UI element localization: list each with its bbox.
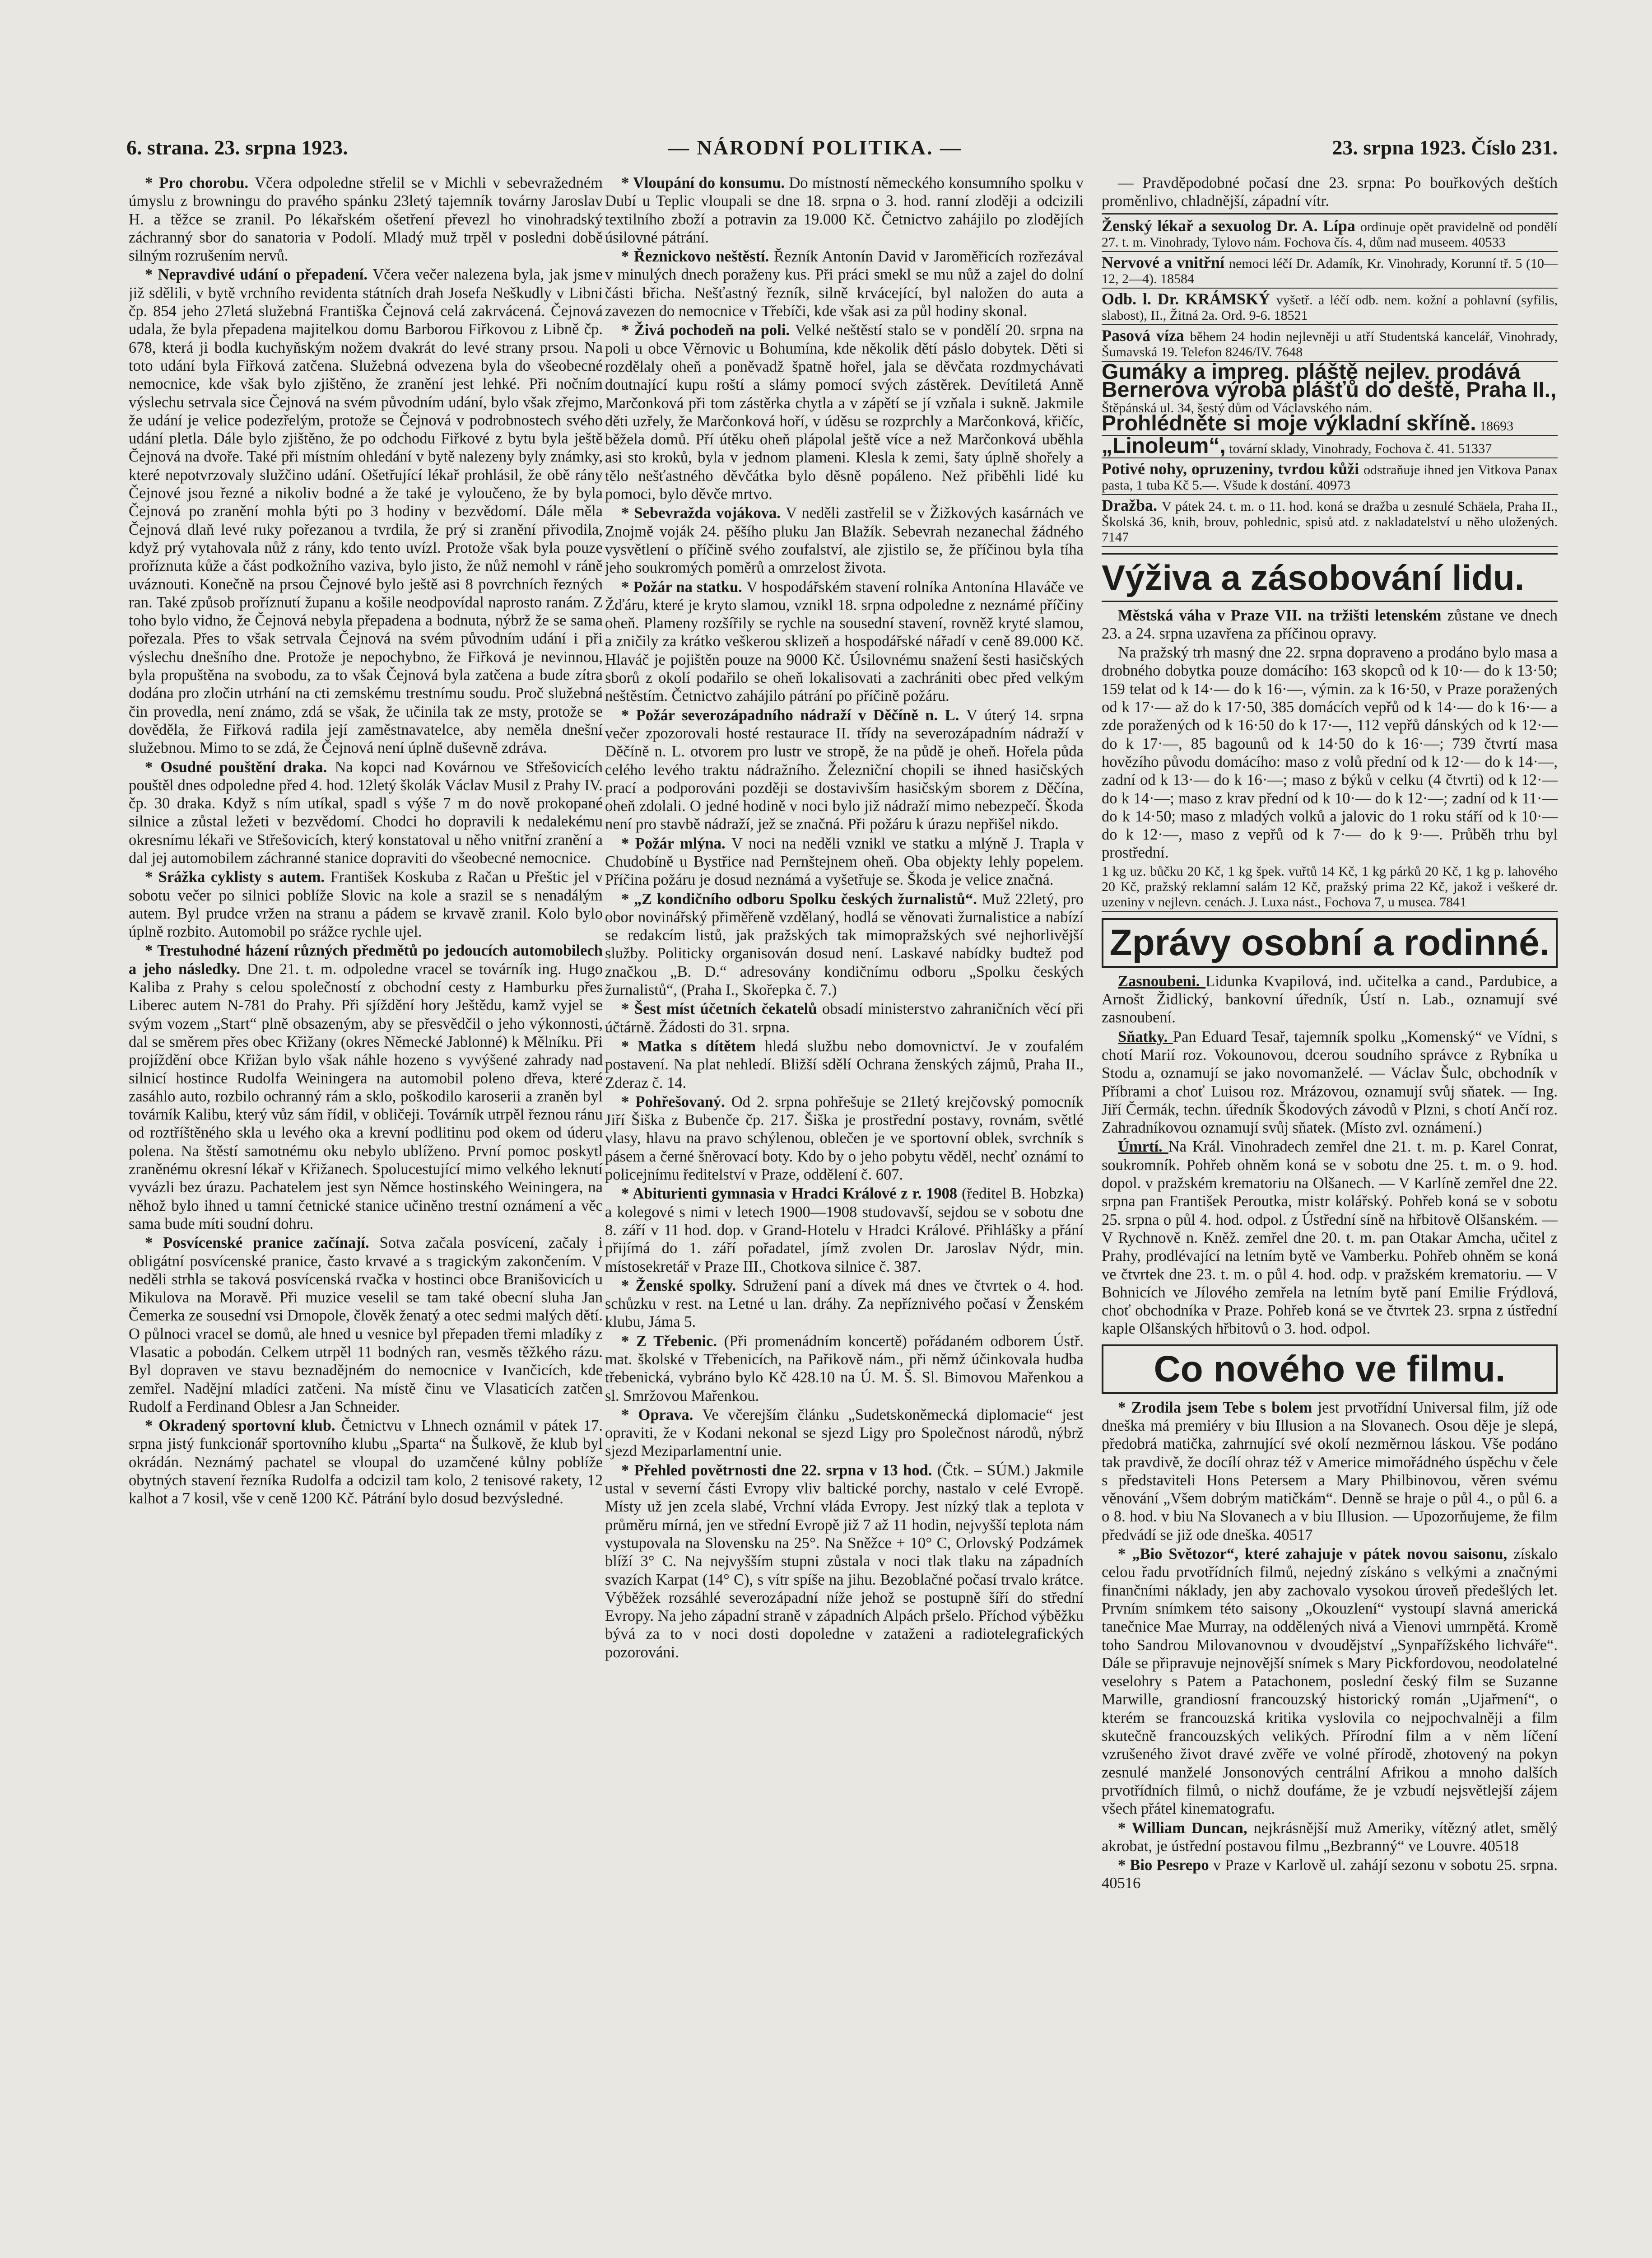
article-heading: * Řeznickovo neštěstí. xyxy=(621,248,774,266)
article-text: obsadí ministerstvo zahraničních věcí při účtárně. Žádosti do 31. srpna. xyxy=(605,1000,1084,1036)
advert-text: ordinuje opět pravidelně od pondělí 27. t. m. Vinohrady, Tylovo nám. Fochova čís. 4, dům nad museem. xyxy=(1102,219,1558,250)
advert-code: 40533 xyxy=(1468,234,1506,250)
article-heading: * Okradený sportovní klub. xyxy=(145,1417,341,1435)
article-text: Velké neštěstí stalo se v pondělí 20. srpna na poli u obce Věrnovic u Bohumína, kde několik dětí páslo dobytek. Děti si rozdělaly oheň a poněvadž špatně hořel, jala se děvčata rozdmychávati doutnající kupu roští a slámy pomocí svých zástěrek. Devítiletá Anně Marčonková při tom zástěrka chytla a v zápětí se jí vzňala i sukně. Jakmile děti uzřely, že Marčonková hoří, v úděsu se rozprchly a Marčonková, křičíc, běžela domů. Pří útěku oheň plápolal ještě více a než Marčonková uběhla asi sto kroků, byla v jednom plameni. Klesla k zemi, šaty úplně shořely a tělo nešťastného děvčátka bylo děsně popáleno. Než přiběhli lidé ku pomoci, bylo děvče mrtvo. xyxy=(605,322,1084,503)
article-heading: * Posvícenské pranice začínají. xyxy=(145,1234,380,1252)
article-text: (Při promenádním koncertě) pořádaném odborem Ústř. mat. školské v Třebenicích, na Pařikově nám., při němž účinkovala hudba třebenická, vybráno bylo Kč 428.10 na Ú. M. Š. Sl. Bimovou Mařenkou a sl. Smržovou Mařenkou. xyxy=(605,1332,1084,1404)
article-text: (ředitel B. Hobzka) a kolegové s nimi v letech 1900—1908 studovavší, sejdou se v sobotu dne 8. září v 11 hod. dop. v Grand-Hotelu v Hradci Králové. Přihlášky a přání přijímá do 1. září pořadatel, jímž zvolen Dr. Jaroslav Nýdr, min. místosekretář v Praze III., Chotkova silnice č. 387. xyxy=(605,1185,1084,1275)
advert-heading: Odb. l. Dr. KRÁMSKÝ xyxy=(1102,289,1276,308)
col1-article xyxy=(129,868,603,941)
advert-text: odstraňuje ihned jen Vitkova Panax pasta, 1 tuba Kč 5.—. Všude k dostání. xyxy=(1102,462,1558,493)
article-heading: * Šest míst účetních čekatelů xyxy=(621,1000,823,1018)
article-heading: * Živá pochodeň na poli. xyxy=(621,322,795,339)
article-text: hledá službu nebo domovnictví. Je v zoufalém postavení. Na plat nehledí. Bližší sdělí Ochrana ženských zájmů, Praha II., Zderaz č. 14. xyxy=(605,1037,1084,1092)
weather-forecast: — Pravděpodobné počasí dne 23. srpna: Po bouřkových deštích proměnlivo, chladnější, západní vítr. xyxy=(1102,174,1558,210)
article-text: získalo celou řadu prvotřídních filmů, nejedný získáno s velkými a značnými finančními náklady, jen aby zachovalo vysokou úroveň předešlých let. Prvním snímkem této saisony „Okouzlení“ vystoupí slavná americká tanečnice Mae Murray, na oddělených nivá a Vienovi umrnpětá. Kromě toho Sandrou Milovanovnou v dvoudějství „Synpařížského lichváře“. Dále se připravuje nejnovější snímek s Mary Pickfordovou, neodolatelné veselohry s Patem a Patachonem, poslední český film se Suzanne Marwille, grandiosní francouzský historický román „Ujařmení“, o kterém se francouzská kritika vyslovila co nejpochvalněji a film skutečně francouzských velikých. Přírodní film a v něm líčení vzrušeného život dravé zvěře ve volné přírodě, zhotovený na pokyn zesnulé manželé Jonsonových centrální Afrikou a mnoho dalších prvotřídních filmů, o nichž doufáme, že je vzbudí nejsvětlejší zájem všech přátel kinematografu. xyxy=(1102,1545,1558,1818)
article-text: Řezník Antonín David v Jaroměřicích rozřezával v minulých dnech poraženy kus. Při práci smekl se mu nůž a zajel do dolní části břicha. Nešťastný řezník, silně krvácející, byl naložen do auta a zavezen do nemocnice v Třebíči, kde však asi za půl hodiny skonal. xyxy=(605,248,1084,320)
column-3 xyxy=(1102,174,1558,2258)
col2-article xyxy=(605,174,1084,247)
notice-heading: Sňatky. xyxy=(1118,1028,1173,1045)
advert-text: vyšetř. a léčí odb. nem. kožní a pohlavní (syfilis, slabost), II., Žitná 2a. Ord. 9-6. xyxy=(1102,292,1558,323)
advert-heading: Dražba. xyxy=(1102,496,1162,514)
classified-advert xyxy=(1102,217,1558,252)
col1-article xyxy=(129,1234,603,1416)
col2-article xyxy=(605,1332,1084,1405)
article-heading: * Z Třebenic. xyxy=(621,1332,724,1350)
col1-article xyxy=(129,174,603,265)
advert-text: nemoci léčí Dr. Adamík, Kr. Vinohrady, Korunní tř. 5 (10—12, 2—4). xyxy=(1102,256,1558,286)
article-text: V neděli zastřelil se v Žižkových kasárnách ve Znojmě voják 24. pěšího pluku Jan Blažík. Sebevrah nezanechal žádného vysvětlení o příčině svého zoufalství, ale zjistilo se, že příčinou byla tíha jeho soukromých poměrů a omrzelost života. xyxy=(605,504,1084,577)
article-text: jest prvotřídní Universal film, jíž ode dneška má premiéry v biu Illusion a na Slovanech. Osou děje je slepá, předobrá matička, zahrnující své okolí nezměrnou láskou. Vše podáno tak pravdivě, že docílí ohraz též v Americe mimořádného úspěchu v čele s představiteli Hons Petersem a Mary Philbinovou, věren svému věnování „Všem dobrým matičkám“. Denně se hraje o půl 4., o půl 6. a o 8. hod. v biu Na Slovanech a v biu Illusion. — Upozorňujeme, že film předvádí se již ode dneška. xyxy=(1102,1399,1558,1544)
article-text: (Čtk. – SÚM.) Jakmile ustal v severní části Evropy vliv baltické porchy, nastalo v celé Evropě. Místy už jen zcela slabé, Vrchní vláda Evropy. Jest nízký tlak a teplota v průměru mírná, jen ve střední Evropě již 7 až 11 hodin, nejvyšší teplota nám vystupovala na Slovensku na 25°. Na Sněžce + 10° C, Orlovský Podzámek blíží 3° C. Na nejvyšším stupni zůstala v noci tlak tlaku na západních svazích Karpat (14° C), s vítr spíše na jihu. Bezoblačné počasí trvalo krátce. Výběžek rozsáhlé severozápadní níže jehož se postupně šíří do střední Evropy. Na jeho západní straně v západních Alpách pršelo. Příchod výběžku bývá za to v noci dosti dopoledne v zataženi a radiotelegrafických pozorováni. xyxy=(605,1461,1084,1661)
advert-text: během 24 hodin nejlevněji u atří Studentská kancelář, Vinohrady, Šumavská 19. Telefon 8246/IV. xyxy=(1102,329,1558,359)
classified-advert xyxy=(1102,497,1558,547)
article-text: Četnictvu v Lhnech oznámil v pátek 17. srpna jistý funkcionář sportovního klubu „Sparta“ na Šulkově, že klub byl okrádán. Neznámý pachatel se vloupal do uzamčené kůlny poblíže obytných stavení řezníka Rudolfa a odcizil tam kolo, 2 tenisové rakety, 12 kalhot a 7 kosil, vše v ceně 1200 Kč. Pátrání bylo dosud bezvýsledné. xyxy=(129,1417,603,1507)
divider xyxy=(1102,213,1558,215)
col2-article xyxy=(605,1461,1084,1661)
article-text: V hospodářském stavení rolníka Antonína Hlaváče ve Žďáru, které je kryto slamou, vznikl 18. srpna odpoledne z neznámé příčiny oheň. Plameny rozšířily se rychle na sousední stavení, rovněž kryté slamou, a zničily za krátko veškerou sklizeň a hospodářské nářadí v ceně 89.000 Kč. Hlaváč je pojištěn pouze na 9000 Kč. Úsilovnému snažení šesti hasičských sborů z okolí podařilo se oheň lokalisovati a zachrániti obec před velkým neštěstím. Četnictvo zahájilo pátrání po příčině požáru. xyxy=(605,578,1084,705)
article-text: Sotva začala posvícení, začaly i obligátní posvícenské pranice, často krvavé a s tragickým zakončením. V neděli strhla se taková posvícenská rvačka v hostinci obce Branišovicích u Mikulova na Moravě. Při muzice veselil se tam také obecní sluha Jan Čemerka ze sousední vsi Drnopole, člověk ženatý a otec sedmi malých dětí. O půlnoci vracel se domů, ale hned u vesnice byl přepaden třemi mladíky z Vlasatic a pobodán. Celkem utrpěl 11 bodných ran, vesměs těžkého rázu. Byl dopraven ve stavu beznadějném do nemocnice v Ivančicích, kde zemřel. Nadějní mladíci zatčeni. Na místě činu ve Vlasaticích zatčen Rudolf a Ferdinand Oblesr a Jan Schneider. xyxy=(129,1234,603,1415)
advert-code: 18521 xyxy=(1270,308,1308,323)
personal-notice xyxy=(1102,1138,1558,1338)
advert-heading: Potivé nohy, opruzeniny, tvrdou kůži xyxy=(1102,459,1364,478)
classified-advert xyxy=(1102,327,1558,362)
article-text: Do místností německého konsumního spolku v Dubí u Teplic vloupali se dne 18. srpna o 3. hod. ranní zloději a odcizili textilního zboží a potravin za 19.000 Kč. Četnictvo zahájilo po zlodějích úsilovné pátrání. xyxy=(605,174,1084,246)
linoleum-advert: „Linoleum“, tovární sklady, Vinohrady, Fochova č. 41. 51337 xyxy=(1102,438,1558,458)
personal-notice xyxy=(1102,1028,1558,1137)
article-text: Sdružení paní a dívek má dnes ve čtvrtek o 4. hod. schůzku v rest. na Letné u lan. dráhy. Za nepříznivého počasí v Ženském klubu, Jáma 5. xyxy=(605,1277,1084,1331)
personal-notice xyxy=(1102,972,1558,1027)
col2-article xyxy=(605,321,1084,503)
article-text: v Praze v Karlově ul. zahájí sezonu v sobotu 25. srpna. xyxy=(1213,1857,1558,1874)
article-heading: * Sebevražda vojákova. xyxy=(621,504,786,522)
article-text: V úterý 14. srpna večer zpozorovali hosté restaurace II. třídy na severozápadním nádraží v Děčíně n. L. otvorem pro lustr ve stropě, že na půdě je oheň. Hořela půda celého levého traktu nádražního. Železniční chopili se ihned hasičských prací a podporováni později se dostavivším hasičským sborem z Děčína, oheň zdolali. O jedné hodině v noci bylo již nádraží mimo nebezpečí. Škoda není pro stavbě nádraží, jež se značná. Při požáru k úrazu nepřišel nikdo. xyxy=(605,706,1084,833)
article-heading: * Požár mlýna. xyxy=(621,835,732,852)
col2-article xyxy=(605,706,1084,834)
city-scale-notice: Městská váha v Praze VII. na tržišti letenském zůstane ve dnech 23. a 24. srpna uzavřena za příčinou opravy. xyxy=(1102,606,1558,642)
article-heading: * „Bio Světozor“, které zahajuje v pátek novou saisonu, xyxy=(1118,1545,1514,1563)
col1-article xyxy=(129,1417,603,1507)
page-number-date: 6. strana. 23. srpna 1923. xyxy=(126,136,348,159)
article-heading: * William Duncan, xyxy=(1118,1819,1254,1837)
col2-article xyxy=(605,1277,1084,1331)
advert-heading: Nervové a vnitřní xyxy=(1102,253,1229,271)
article-heading: * Bio Pesrepo xyxy=(1118,1857,1213,1874)
col2-article xyxy=(605,247,1084,320)
notice-text: Pan Eduard Tesař, tajemník spolku „Komenský“ ve Vídni, s chotí Marií roz. Vokounovou, dcerou soudního správce z Rybníka u Stodu a, oznamují se jako novomanželé. — Václav Šulc, obchodník v Příbrami a choť Luisou roz. Mrázovou, oznamují svůj sňatek. — Ing. Jiří Čermák, techn. úředník Škodových závodů v Plzni, s chotí Ančí roz. Zahradníkovou oznamují svůj sňatek. (Místo zvl. oznámení.) xyxy=(1102,1028,1558,1137)
col2-article xyxy=(605,1093,1084,1184)
col1-article xyxy=(129,758,603,868)
raincoat-advert: Gumáky a impreg. pláště nejlev. prodává Bernerova výroba plášťů do deště, Praha II., Štěpánská ul. 34, šestý dům od Václavského nám. Prohlédněte si moje výkladní skříně. 18693 xyxy=(1102,364,1558,436)
notice-text: Na Král. Vinohradech zemřel dne 21. t. m. p. Karel Conrat, soukromník. Pohřeb ohněm koná se v sobotu dne 25. t. m. o 9. hod. dopol. v pražském krematoriu na Olšanech. — V Karlíně zemřel dne 22. srpna pan František Peroutka, mistr kolářský. Pohřeb koná se v sobotu 25. srpna o půl 4. hod. odpol. z Ústřední síně na hřbitově Olšanském. — V Rychnově n. Kněž. zemřel dne 20. t. m. pan Otakar Amcha, učitel z Prahy, prodlévající na letním bytě ve Vamberku. Pohřeb ohněm se koná ve čtvrtek dne 23. t. m. o půl 4. hod. odp. v pražském krematoriu. — V Bohnicích ve Jílového zemřela na letním bytě paní Emilie Frýdlová, choť obchodníka v Praze. Pohřeb koná se ve čtvrtek 23. srpna z ústřední kaple Olšanských hřbitovů o 3. hod. odpol. xyxy=(1102,1138,1558,1338)
article-heading: * Přehled povětrnosti dne 22. srpna v 13 hod. xyxy=(621,1461,937,1479)
newspaper-title: — NÁRODNÍ POLITIKA. — xyxy=(668,136,962,159)
article-heading: * Vloupání do konsumu. xyxy=(621,174,789,191)
col2-article xyxy=(605,578,1084,705)
article-text: Muž 22letý, pro obor novinářský přiměřeně vzdělaný, hodlá se věnovati žurnalistice a nabízí se redakcím listů, jak pražských tak mimopražských své nejhorlivější služby. Politicky organisován dosud není. Laskavé nabídky budtež pod značkou „B. D.“ adresovány kondičnímu odboru „Spolku českých žurnalistů“, (Praha I., Skořepka č. 7.) xyxy=(605,890,1084,999)
article-text: nejkrásnější muž Ameriky, vítězný atlet, smělý akrobat, je ústřední postavou filmu „Bezbranný“ ve Louvre. xyxy=(1102,1819,1558,1855)
article-text: Na kopci nad Kovárnou ve Střešovicích pouštěl dnes odpoledne před 4. hod. 12letý školák Václav Musil z Prahy IV. čp. 30 draka. Když s ním utíkal, spadl s výše 7 m do nově prokopané silnice a zůstal ležeti v bezvědomí. Chodci ho dopravili k nedalekému okresnímu lékaři ve Střešovicích, který konstatoval u něho vnitřní zranění a dal jej automobilem záchranné stanice dopraviti do všeobecné nemocnice. xyxy=(129,758,603,867)
advert-heading: Pasová víza xyxy=(1102,326,1190,345)
classified-advert xyxy=(1102,290,1558,325)
article-text: František Koskuba z Račan u Přeštic jel v sobotu večer po silnici poblíže Slovic na kole a srazil se s nenadálým autem. Byl prudce vržen na stranu a pádem se krvavě zranil. Kolo bylo úplně rozbito. Automobil po srážce rychle ujel. xyxy=(129,868,603,941)
film-article xyxy=(1102,1819,1558,1856)
advert-code: 7648 xyxy=(1272,344,1303,359)
page-header xyxy=(126,135,1558,176)
film-article xyxy=(1102,1545,1558,1818)
col1-article xyxy=(129,266,603,757)
col2-article xyxy=(605,504,1084,577)
col2-article xyxy=(605,1406,1084,1460)
article-heading: * Zrodila jsem Tebe s bolem xyxy=(1118,1399,1318,1416)
advert-code: 7147 xyxy=(1102,529,1129,545)
film-article xyxy=(1102,1856,1558,1893)
article-heading: * Nepravdivé udání o přepadení. xyxy=(145,266,373,284)
col2-article xyxy=(605,1185,1084,1275)
article-heading: * Abiturienti gymnasia v Hradci Králové z r. 1908 xyxy=(621,1185,962,1203)
col2-article xyxy=(605,890,1084,999)
classified-advert xyxy=(1102,254,1558,289)
article-text: V noci na neděli vznikl ve statku a mlýně J. Trapla v Chudobíně u Bystřice nad Pernštejnem oheň. Oba objekty lehly popelem. Příčina požáru je dosud neznámá a vyšetřuje se. Škoda je velice značná. xyxy=(605,835,1084,889)
col2-article xyxy=(605,835,1084,889)
section-heading-food: Výživa a zásobování lidu. xyxy=(1102,553,1558,602)
notice-heading: Zasnoubeni. xyxy=(1118,972,1206,990)
article-text: Dne 21. t. m. odpoledne vracel se továrník ing. Hugo Kaliba z Prahy s celou společností z obchodní cesty z Hamburku přes Liberec autem N-781 do Prahy. Při sjíždění hory Ještědu, kamž vyjel se svým vozem „Start“ plně obsazeným, aby se přesvědčil o jeho výkonnosti, dal se směrem přes obec Křižany (okres Německé Jablonné) k Mělníku. Při projíždění obce Křižan bylo však náhle hozeno s vyvýšené zahrady nad silnicí hostince Rudolfa Weiningera na automobil poleno dřeva, které zasáhlo auto, rozbilo ochranný rám a sklo, poškodilo karoserii a zraněn byl továrník Kalibu, který vůz sám řídil, v obličeji. Továrník utrpěl řeznou ránu od roztříštěného skla u levého oka a krevní podlitinu pod okem od úderu polena. Na štěstí samotnému oku nebylo ublíženo. První pomoc poskytl zraněnému okresní lékař v Křižanech. Spolucestující mimo velkého leknutí vyvázli bez úrazu. Pachatelem jest syn Němce hostinského Weiningera, na něhož bylo ihned u tamní četnické stanice učiněno trestní oznámení a věc sama bude míti soudní dohru. xyxy=(129,960,603,1232)
col2-article xyxy=(605,1037,1084,1092)
article-heading: * Oprava. xyxy=(621,1406,703,1423)
article-text: Ve včerejším článku „Sudetskoněmecká diplomacie“ jest opraviti, že v Kodani nekonal se sjezd Ligy pro Společnost národů, nýbrž sjezd Meziparlamentní unie. xyxy=(605,1406,1084,1460)
film-article xyxy=(1102,1399,1558,1544)
advert-heading: Ženský lékař a sexuolog Dr. A. Lípa xyxy=(1102,216,1361,235)
column-1 xyxy=(129,174,603,2258)
article-text: Včera odpoledne střelil se v Michli v sebevražedném úmyslu z browningu do pravého spánku 23letý tajemník továrny Jaroslav H. a těžce se zranil. Po lékařském ošetření převezl ho vinohradský záchranný sbor do sanatoria v Podolí. Mladý muž trpěl v posledni době silným rozrušením nervů. xyxy=(129,174,603,265)
advert-text: V pátek 24. t. m. o 11. hod. koná se dražba u zesnulé Schäela, Praha II., Školská 36, knih, brouv, pohlednic, spisů atd. z nakladatelství u něho uložených. xyxy=(1102,499,1558,529)
article-heading: * „Z kondičního odboru Spolku českých žurnalistů“. xyxy=(621,890,982,908)
classified-advert xyxy=(1102,460,1558,495)
article-text: Od 2. srpna pohřešuje se 21letý krejčovský pomocník Jiří Šiška z Bubenče čp. 217. Šiška je prostřední postavy, rovnám, světlé vlasy, hlavu na pravo schýlenou, oblečen je ve sportovní oblek, svrchník s pásem a černé šněrovací boty. Kdo by o jeho pobytu věděl, nechť oznámí to policejnímu ředitelství v Praze, oddělení č. 607. xyxy=(605,1093,1084,1184)
notice-text: Lidunka Kvapilová, ind. učitelka a cand., Pardubice, a Arnošt Židlický, bankovní úředník, Ústí n. Lab., oznamují své zasnoubení. xyxy=(1102,972,1558,1026)
column-2 xyxy=(605,174,1084,2258)
article-heading: * Požár na statku. xyxy=(621,578,747,596)
article-heading: * Pro chorobu. xyxy=(145,174,255,191)
col2-article xyxy=(605,1000,1084,1036)
article-heading: * Osudné pouštění draka. xyxy=(145,758,335,776)
advert-code: 40973 xyxy=(1313,477,1351,493)
article-heading: * Trestuhodné házení různých předmětů po jedoucích automobilech a jeho následky. xyxy=(129,942,603,978)
article-heading: * Ženské spolky. xyxy=(621,1277,743,1294)
article-heading: * Matka s dítětem xyxy=(621,1037,765,1055)
article-heading: * Srážka cyklisty s autem. xyxy=(145,868,330,886)
article-text: Včera večer nalezena byla, jak jsme již sdělili, v bytě vrchního revidenta státních drah Josefa Neškudly v Libni čp. 854 jeho 27letá služebná Františka Čejnová celá zakrvácená. Čejnová udala, že byla přepadena majitelkou domu Barborou Fiřkovou z Libně čp. 678, která ji bodla kuchyňským nožem dvakrát do levé strany prsou. Na toto udání byla Fiřková zatčena. Služebná odvezena byla do všeobecné nemocnice, kde však bylo zjištěno, že zranění jest lehké. Při nočním výslechu setrvala sice Čejnová na svém původním udání, bylo však zřejmo, že udání je velice podezřelým, protože se Čejnová v podrobnostech svého udání pletla. Dále bylo zjištěno, že po odchodu Fiřkové z bytu byla ještě Čejnová na dvoře. Také při místním ohledání v bytě nalezeny byly známky, které nepotvrzovaly služčino udání. Ošetřující lékař prohlásil, že obě rány Čejnové jsou řezné a nikoliv bodné a že také je vyloučeno, že by byla Čejnová po zranění mohla býti po 3 hodiny v bezvědomí. Dále měla Čejnová dlaň levé ruky pořezanou a tvrdila, že prý si zranění přivodila, když prý vytahovala nůž z rány, kdo tento uvízl. Protože však byla pouze proříznuta kůže a část podkožního vaziva, bylo jisto, že nůž nemohl v ráně uváznouti. Konečně na prsou Čejnové bylo ještě asi 8 povrchních řezných ran. Také způsob proříznutí županu a košile neodpovídal naprosto ranám. Z toho bylo vidno, že Čejnová nebyla přepadena a bodnuta, nýbrž že se sama pořezala. Přes to však setrvala Čejnová na svém původním udání i při výslechu dnešního dne. Protože je nepochybno, že Fiřková je nevinnou, byla propuštěna na svobodu, za to však Čejnová byla zatčena a bude zítra dodána pro zločin utrhání na cti zemskému trestnímu soudu. Proč služebná čin provedla, není známo, zdá se však, že učinila tak ze msty, protože se dověděla, že Fiřková radila její zaměstnavatelce, aby neměla dnešní služebnou. Mimo to se zdá, že Čejnová není úplně duševně zdráva. xyxy=(129,266,603,757)
advert-code: 18584 xyxy=(1157,271,1194,286)
section-heading-personal: Zprávy osobní a rodinné. xyxy=(1102,918,1558,968)
article-heading: * Pohřešovaný. xyxy=(621,1093,731,1110)
article-heading: * Požár severozápadního nádraží v Děčíně n. L. xyxy=(621,706,967,724)
meat-market-report: Na pražský trh masný dne 22. srpna dopraveno a prodáno bylo masa a drobného dobytka pouze domácího: 163 skopců od k 10·— do k 13·50; 159 telat od k 14·— do k 16·—, výmin. za k 16·50, v Praze poražených od k 17·— až do k 17·50, 385 domácích vepřů od k 14·— do k 16·— a zde poražených od k 16·50 do k 17·—, 112 vepřů dánských od k 12·— do k 17·—, 85 bagounů od k 14·50 do k 16·—; 739 čtvrtí masa hovězího původu domácího: maso z volů přední od k 12·— do k 14·—, zadní od k 13·— do k 16·—; maso z býků v celku (4 čtvrti) od k 12·— do k 14·—; maso z krav přední od k 10·— do k 12·—; zadní od k 11·— do k 14·50; maso z mladých volků a jalovic do 1 roku stáří od k 10·— do k 12·—, maso z vepřů od k 7·— do k 9·—. Průběh trhu byl prostřední. xyxy=(1102,644,1558,862)
section-heading-film: Co nového ve filmu. xyxy=(1102,1344,1558,1394)
article-code: 40518 xyxy=(1475,1837,1519,1855)
article-code: 40517 xyxy=(1270,1526,1313,1544)
col1-article xyxy=(129,942,603,1233)
bacon-advert: 1 kg uz. bůčku 20 Kč, 1 kg špek. vuřtů 14 Kč, 1 kg párků 20 Kč, 1 kg p. lahového 20 Kč, pražský reklamní salám 12 Kč, pražský prima 22 Kč, jakož i veškeré dr. uzeniny v nejlevn. cenách. J. Luxa nást., Fochova 7, u musea. 7841 xyxy=(1102,863,1558,912)
notice-heading: Úmrtí. xyxy=(1118,1138,1168,1156)
date-issue-number: 23. srpna 1923. Číslo 231. xyxy=(1332,136,1558,159)
article-code: 40516 xyxy=(1102,1875,1141,1892)
